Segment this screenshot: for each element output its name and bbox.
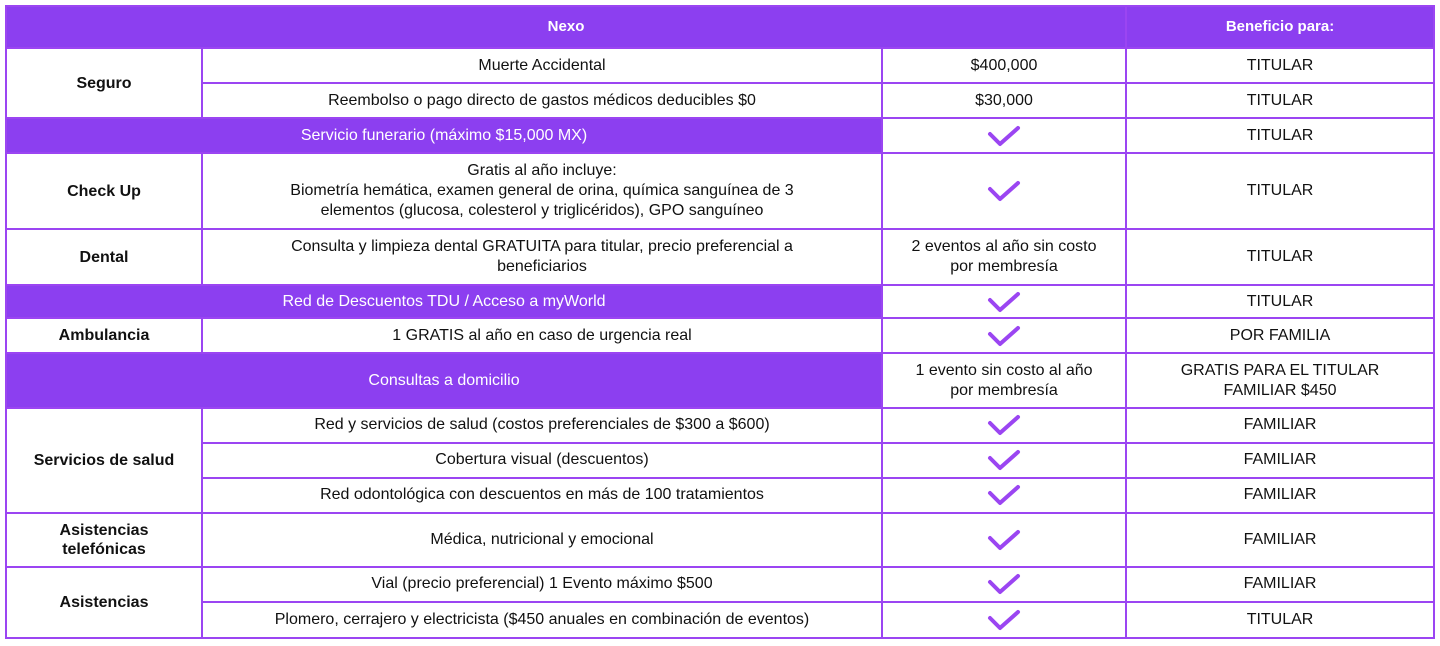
row-beneficiary: FAMILIAR bbox=[1126, 513, 1434, 567]
checkmark-icon bbox=[987, 180, 1021, 202]
row-beneficiary: TITULAR bbox=[1126, 118, 1434, 153]
table-row bbox=[6, 153, 1434, 229]
row-desc-highlight: Servicio funerario (máximo $15,000 MX) bbox=[6, 118, 882, 153]
table-row bbox=[6, 567, 1434, 602]
row-value: $30,000 bbox=[882, 83, 1126, 118]
checkmark-icon bbox=[987, 449, 1021, 471]
table-row bbox=[6, 353, 1434, 407]
row-value: $400,000 bbox=[882, 48, 1126, 83]
table-row bbox=[6, 83, 1434, 118]
row-check-cell bbox=[882, 567, 1126, 602]
table-row bbox=[6, 408, 1434, 443]
category-checkup: Check Up bbox=[6, 153, 202, 229]
row-beneficiary: TITULAR bbox=[1126, 83, 1434, 118]
value-line: por membresía bbox=[950, 258, 1058, 276]
category-asistencias: Asistencias bbox=[6, 567, 202, 638]
checkmark-icon bbox=[987, 609, 1021, 631]
checkmark-icon bbox=[987, 125, 1021, 147]
table-row bbox=[6, 285, 1434, 318]
row-check-cell bbox=[882, 602, 1126, 638]
checkmark-icon bbox=[987, 325, 1021, 347]
row-check-cell bbox=[882, 318, 1126, 353]
value-line: 2 eventos al año sin costo bbox=[911, 238, 1097, 256]
row-beneficiary: POR FAMILIA bbox=[1126, 318, 1434, 353]
table-row bbox=[6, 443, 1434, 478]
row-desc: Reembolso o pago directo de gastos médicos deducibles $0 bbox=[202, 83, 882, 118]
header-row bbox=[6, 6, 1434, 48]
row-desc-highlight: Consultas a domicilio bbox=[6, 353, 882, 407]
category-salud: Servicios de salud bbox=[6, 408, 202, 513]
category-line: Asistencias bbox=[59, 521, 149, 539]
table-row bbox=[6, 602, 1434, 638]
category-dental: Dental bbox=[6, 229, 202, 285]
row-beneficiary: FAMILIAR bbox=[1126, 478, 1434, 513]
row-check-cell bbox=[882, 478, 1126, 513]
header-title: Nexo bbox=[6, 6, 1126, 48]
checkmark-icon bbox=[987, 414, 1021, 436]
row-beneficiary bbox=[1126, 353, 1434, 407]
header-benefit: Beneficio para: bbox=[1126, 6, 1434, 48]
category-line: telefónicas bbox=[62, 540, 146, 558]
checkmark-icon bbox=[987, 291, 1021, 313]
benefits-table bbox=[5, 5, 1435, 639]
checkmark-icon bbox=[987, 484, 1021, 506]
table-row bbox=[6, 478, 1434, 513]
row-desc: Red y servicios de salud (costos preferenciales de $300 a $600) bbox=[202, 408, 882, 443]
row-desc: Vial (precio preferencial) 1 Evento máximo $500 bbox=[202, 567, 882, 602]
table-row bbox=[6, 118, 1434, 153]
value-line: por membresía bbox=[950, 381, 1058, 399]
row-check-cell bbox=[882, 513, 1126, 567]
row-beneficiary: TITULAR bbox=[1126, 285, 1434, 318]
row-check-cell bbox=[882, 285, 1126, 318]
table-row bbox=[6, 229, 1434, 285]
checkmark-icon bbox=[987, 529, 1021, 551]
row-check-cell bbox=[882, 408, 1126, 443]
row-beneficiary: TITULAR bbox=[1126, 153, 1434, 229]
row-beneficiary: TITULAR bbox=[1126, 229, 1434, 285]
row-desc: Plomero, cerrajero y electricista ($450 anuales en combinación de eventos) bbox=[202, 602, 882, 638]
row-beneficiary: FAMILIAR bbox=[1126, 408, 1434, 443]
desc-line: Consulta y limpieza dental GRATUITA para titular, precio preferencial a bbox=[291, 238, 793, 256]
row-desc bbox=[202, 153, 882, 229]
row-beneficiary: FAMILIAR bbox=[1126, 443, 1434, 478]
table-row bbox=[6, 318, 1434, 353]
desc-line: Gratis al año incluye: bbox=[467, 162, 617, 180]
row-desc-highlight: Red de Descuentos TDU / Acceso a myWorld bbox=[6, 285, 882, 318]
beneficiary-line: FAMILIAR $450 bbox=[1223, 381, 1337, 399]
row-value bbox=[882, 353, 1126, 407]
desc-line: elementos (glucosa, colesterol y triglicéridos), GPO sanguíneo bbox=[320, 202, 764, 220]
row-check-cell bbox=[882, 443, 1126, 478]
table-row bbox=[6, 513, 1434, 567]
row-desc bbox=[202, 229, 882, 285]
desc-line: Biometría hemática, examen general de orina, química sanguínea de 3 bbox=[290, 182, 794, 200]
row-value bbox=[882, 229, 1126, 285]
category-ambulancia: Ambulancia bbox=[6, 318, 202, 353]
row-desc: Muerte Accidental bbox=[202, 48, 882, 83]
row-beneficiary: FAMILIAR bbox=[1126, 567, 1434, 602]
category-seguro: Seguro bbox=[6, 48, 202, 118]
row-desc: Cobertura visual (descuentos) bbox=[202, 443, 882, 478]
row-check-cell bbox=[882, 118, 1126, 153]
category-telefonicas bbox=[6, 513, 202, 567]
table-row bbox=[6, 48, 1434, 83]
row-beneficiary: TITULAR bbox=[1126, 602, 1434, 638]
checkmark-icon bbox=[987, 573, 1021, 595]
beneficiary-line: GRATIS PARA EL TITULAR bbox=[1180, 361, 1380, 379]
value-line: 1 evento sin costo al año bbox=[915, 361, 1093, 379]
row-desc: Médica, nutricional y emocional bbox=[202, 513, 882, 567]
row-desc: 1 GRATIS al año en caso de urgencia real bbox=[202, 318, 882, 353]
row-desc: Red odontológica con descuentos en más de 100 tratamientos bbox=[202, 478, 882, 513]
desc-line: beneficiarios bbox=[497, 258, 587, 276]
row-beneficiary: TITULAR bbox=[1126, 48, 1434, 83]
row-check-cell bbox=[882, 153, 1126, 229]
